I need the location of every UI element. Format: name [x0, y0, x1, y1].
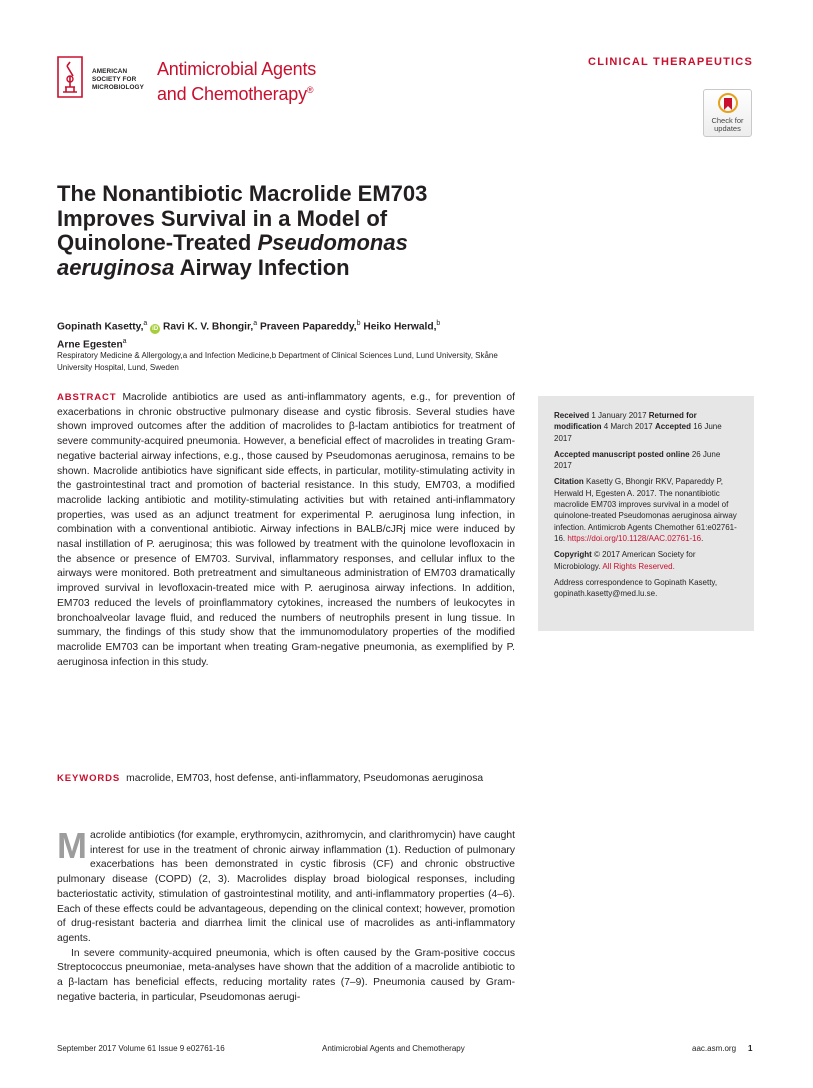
affiliations: Respiratory Medicine & Allergology,a and Infection Medicine,b Department of Clinical Sciences Lund, Lund University, Skåne University Hospital, Lund, Sweden [57, 351, 498, 372]
author-name[interactable]: Ravi K. V. Bhongir, [163, 321, 254, 333]
author-name[interactable]: Gopinath Kasetty, [57, 321, 144, 333]
author-name[interactable]: Praveen Papareddy, [259, 321, 357, 333]
paragraph: In severe community-acquired pneumonia, which is often caused by the Gram-positive coccus Streptococcus pneumoniae, meta-analyses have shown that the addition of a macrolide antibiotic to a β-lactam has beneficial effects, reducing mortality rates (7–9). Pneumonia caused by Gram-negative bacteria, in particular, Pseudomonas aerugi- [57, 947, 515, 1003]
footer-issue: September 2017 Volume 61 Issue 9 e02761-16 [57, 1044, 225, 1053]
journal-name[interactable]: Antimicrobial Agents and Chemotherapy® [157, 59, 317, 104]
footer-journal: Antimicrobial Agents and Chemotherapy [322, 1044, 465, 1053]
abstract [57, 391, 515, 670]
footer-site-link[interactable]: aac.asm.org [692, 1044, 737, 1053]
article-info-sidebar: Received 1 January 2017 Returned for modification 4 March 2017 Accepted 16 June 2017 Accepted manuscript posted online 26 June 2017 Citation Kasetty G, Bhongir RKV, Papareddy P, Herwald H, Egesten A. 2017. The nonantibiotic macrolide EM703 improves survival in a model of quinolone-treated Pseudomonas aeruginosa airway infection. Antimicrob Agents Chemother 61:e02761-16. https://doi.org/10.1128/AAC.02761-16. Copyright © 2017 American Society for Microbiology. All Rights Reserved. Address correspondence to Gopinath Kasetty, gopinath.kasetty@med.lu.se. [538, 396, 754, 631]
article-title: The Nonantibiotic Macrolide EM703 Improves Survival in a Model of Quinolone-Treated Pseudomonas aeruginosa Airway Infection [57, 181, 428, 280]
bookmark-icon [718, 93, 738, 115]
orcid-icon[interactable]: iD [152, 326, 159, 333]
author-list: Gopinath Kasetty,$^a$ iD Ravi K. V. Bhongir,$^a$ Praveen Papareddy,$^b$ Heiko Herwald,$^b$ Arne Egesten$^a$ [57, 320, 441, 351]
section-label: CLINICAL THERAPEUTICS [588, 56, 753, 68]
keywords-text[interactable]: macrolide, EM703, host defense, anti-inflammatory, Pseudomonas aeruginosa [126, 773, 484, 784]
abstract-text: Macrolide antibiotics are used as anti-inflammatory agents, e.g., for prevention of exacerbations in chronic obstructive pulmonary disease and cystic fibrosis. Several studies have shown improved outcomes after the addition of macrolides to β-lactam antibiotics for treatment of severe community-acquired pneumonia. However, a beneficial effect of macrolides in treating Gram-negative bacterial airway infections, e.g., those caused by Pseudomonas aeruginosa, remains to be shown. Macrolide antibiotics have significant side effects, in particular, motility-stimulating activity in the gastrointestinal tract and promotion of bacterial resistance. In this study, EM703, a modified macrolide lacking antibiotic and motility-stimulating activities but with retained anti-inflammatory properties, was used as an adjunct treatment for experimental P. aeruginosa lung infection, in combination with a conventional antibiotic. Airway infections in BALB/cJRj mice were induced by nasal instillation of P. aeruginosa; this was followed by treatment with the quinolone levofloxacin in the absence or presence of EM703. Survival, inflammatory responses, and cellular influx to the airways were monitored. Both pretreatment and simultaneous administration of EM703 dramatically improved survival in levofloxacin-treated mice with P. aeruginosa airway infections. In addition, EM703 reduced the levels of proinflammatory cytokines, increased the numbers of leukocytes in bronchoalveolar lavage fluid, and reduced the numbers of neutrophils present in lung tissue. In summary, the findings of this study show that the immunomodulatory properties of the modified macrolide EM703 can be important when treating Gram-negative pneumonia, as exemplified by P. aeruginosa infection in this study. [57, 392, 515, 668]
asm-logo-icon [57, 56, 83, 98]
keywords [57, 772, 515, 787]
author-name[interactable]: Heiko Herwald, [363, 321, 437, 333]
page-number: 1 [748, 1044, 753, 1053]
correspondence[interactable]: Address correspondence to Gopinath Kasetty, gopinath.kasetty@med.lu.se. [554, 577, 718, 599]
society-name: AMERICAN SOCIETY FOR MICROBIOLOGY [92, 68, 144, 92]
dropcap: M [57, 825, 87, 866]
check-for-updates-button[interactable] [703, 89, 752, 137]
paragraph: acrolide antibiotics (for example, erythromycin, azithromycin, and clarithromycin) have caught interest for use in the treatment of chronic airway inflammation (1). Reduction of pulmonary exacerbations has been demonstrated in cystic fibrosis (CF) and chronic obstructive pulmonary disease (COPD) (2, 3). Macrolides display broad biological responses, including bacteriostatic activity, stimulation of gastrointestinal motility, and anti-inflammatory properties (4–6). Each of these effects could be advantageous, depending on the clinical context; however, promotion of drug-resistant bacteria and diarrhea limit the clinical use of macrolides as anti-inflammatory agents. [57, 830, 515, 944]
check-updates-label: Check for updates [711, 116, 744, 133]
doi-link[interactable]: https://doi.org/10.1128/AAC.02761-16 [567, 533, 702, 543]
abstract-label: ABSTRACT [57, 392, 117, 403]
body-text [57, 825, 515, 1005]
author-name[interactable]: Arne Egesten [57, 339, 123, 351]
keywords-label: KEYWORDS [57, 773, 121, 784]
rights-link[interactable]: All Rights Reserved. [602, 561, 675, 571]
